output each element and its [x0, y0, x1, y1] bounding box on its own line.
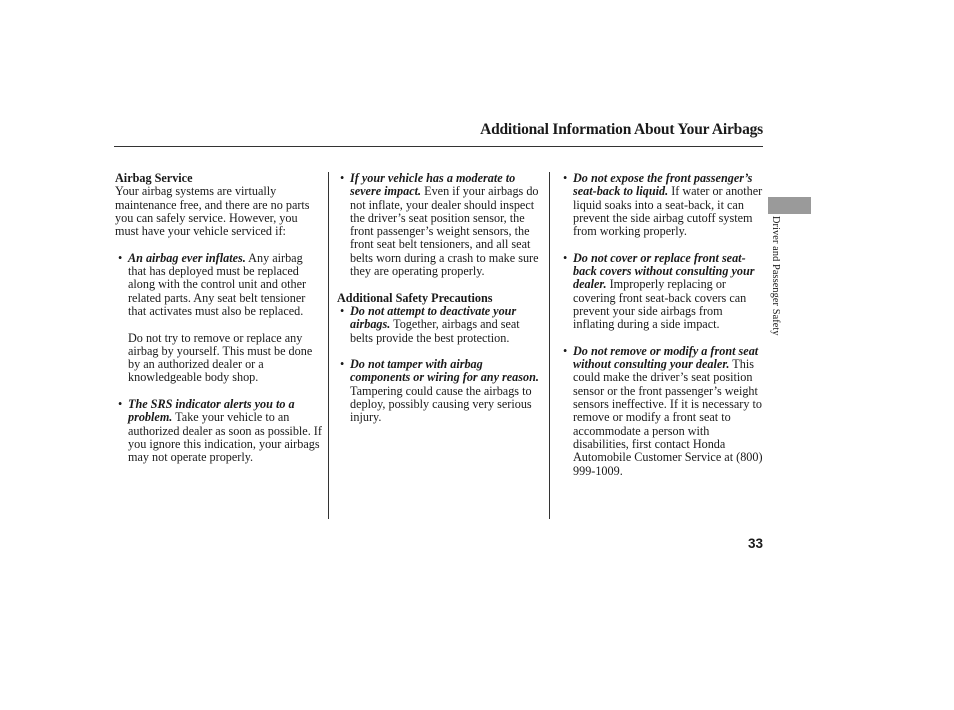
column-1 — [115, 172, 322, 465]
bullet-item — [560, 172, 766, 238]
bullet-icon: • — [563, 343, 568, 358]
bullet-lead: Do not attempt to deactivate your airbags. — [350, 303, 517, 332]
bullet-item — [337, 358, 542, 424]
bullet-item — [115, 398, 322, 464]
bullet-icon: • — [118, 397, 123, 412]
intro-paragraph: Your airbag systems are virtually maintenance free, and there are no parts you can safely service. However, you must have your vehicle serviced if: — [115, 184, 310, 239]
bullet-lead: Do not expose the front passenger’s seat-back to liquid. — [573, 171, 753, 199]
bullet-text: Together, airbags and seat belts provide the best protection. — [350, 317, 520, 345]
bullet-text: This could make the driver’s seat position sensor or the front passenger’s weight sensors ineffective. If it is necessary to remove or modify a front seat to accommodate a person with disabilities, first contact Honda Automobile Customer Service at (800) 999-1009. — [573, 357, 763, 478]
bullet-item — [337, 172, 542, 278]
column-divider — [328, 172, 329, 519]
bullet-text: Improperly replacing or covering front seat-back covers can prevent your side airbags from inflating during a side impact. — [573, 277, 747, 332]
bullet-lead: An airbag ever inflates. — [128, 250, 246, 265]
bullet-text: Tampering could cause the airbags to deploy, possibly causing very serious injury. — [350, 383, 532, 425]
section-heading-airbag-service: Airbag Service — [115, 171, 193, 185]
column-divider — [549, 172, 550, 519]
bullet-lead: Do not cover or replace front seat-back covers without consulting your dealer. — [573, 250, 755, 292]
header-divider — [114, 146, 763, 147]
bullet-item — [115, 252, 322, 318]
bullet-icon: • — [118, 250, 123, 265]
note-paragraph: Do not try to remove or replace any airbag by yourself. This must be done by an authorized dealer or a knowledgeable body shop. — [128, 330, 313, 385]
bullet-text: Even if your airbags do not inflate, your dealer should inspect the driver’s seat position sensor, the front passenger’s weight sensors, the front seat belt tensioners, and all seat belts worn during a crash to make sure they are operating properly. — [350, 184, 539, 279]
bullet-text: If water or another liquid soaks into a seat-back, it can prevent the side airbag cutoff system from working properly. — [573, 184, 763, 239]
page-title: Additional Information About Your Airbags — [480, 121, 763, 138]
bullet-item — [560, 252, 766, 332]
section-tab-marker — [768, 197, 811, 214]
section-heading-safety-precautions: Additional Safety Precautions — [337, 290, 493, 305]
bullet-lead: Do not remove or modify a front seat without consulting your dealer. — [573, 343, 759, 372]
bullet-item — [560, 345, 766, 478]
bullet-lead: Do not tamper with airbag components or wiring for any reason. — [350, 357, 539, 385]
bullet-text: Take your vehicle to an authorized dealer as soon as possible. If you ignore this indication, your airbags may not operate properly. — [128, 410, 322, 465]
column-2 — [337, 172, 542, 425]
bullet-icon: • — [340, 171, 345, 185]
section-tab-label: Driver and Passenger Safety — [770, 216, 781, 336]
bullet-lead: If your vehicle has a moderate to severe impact. — [350, 171, 516, 199]
page-number: 33 — [747, 536, 763, 551]
bullet-lead: The SRS indicator alerts you to a problem. — [128, 397, 295, 425]
bullet-icon: • — [563, 250, 568, 265]
bullet-icon: • — [563, 171, 568, 185]
bullet-item — [337, 305, 542, 345]
column-3 — [560, 172, 766, 478]
bullet-icon: • — [340, 357, 345, 372]
bullet-icon: • — [340, 303, 345, 318]
bullet-text: Any airbag that has deployed must be replaced along with the control unit and other related parts. Any seat belt tensioner that activates must also be replaced. — [128, 250, 307, 318]
